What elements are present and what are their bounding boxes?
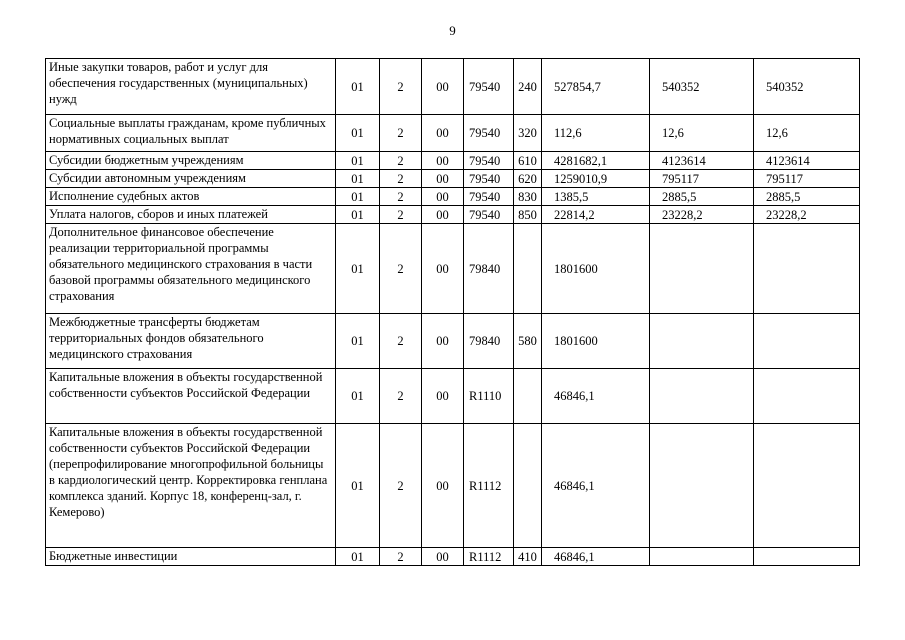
program-code-cell: 2 xyxy=(380,314,422,369)
target-code-cell: 79540 xyxy=(464,59,514,115)
subprogram-code-cell: 00 xyxy=(422,152,464,170)
budget-table xyxy=(45,58,860,566)
amount-2-cell: 23228,2 xyxy=(650,206,754,224)
target-code-cell: 79540 xyxy=(464,206,514,224)
target-code-cell: 79840 xyxy=(464,314,514,369)
expense-name-cell: Субсидии бюджетным учреждениям xyxy=(46,152,336,170)
subprogram-code-cell: 00 xyxy=(422,369,464,424)
target-code-cell: R1110 xyxy=(464,369,514,424)
amount-1-cell: 1801600 xyxy=(542,314,650,369)
target-code-cell: 79840 xyxy=(464,224,514,314)
program-code-cell: 2 xyxy=(380,59,422,115)
target-code-cell: R1112 xyxy=(464,548,514,566)
section-code-cell: 01 xyxy=(336,206,380,224)
expense-name-cell: Капитальные вложения в объекты государственной собственности субъектов Российской Федерации xyxy=(46,369,336,424)
amount-3-cell xyxy=(754,314,860,369)
amount-2-cell xyxy=(650,369,754,424)
amount-1-cell: 1801600 xyxy=(542,224,650,314)
expense-type-cell: 320 xyxy=(514,115,542,152)
subprogram-code-cell: 00 xyxy=(422,115,464,152)
amount-1-cell: 46846,1 xyxy=(542,548,650,566)
amount-1-cell: 112,6 xyxy=(542,115,650,152)
program-code-cell: 2 xyxy=(380,369,422,424)
program-code-cell: 2 xyxy=(380,115,422,152)
expense-name-cell: Капитальные вложения в объекты государственной собственности субъектов Российской Федерации (перепрофилирование многопрофильной больницы в кардиологический центр. Корректировка генплана комплекса зданий. Корпус 18, конференц-зал, г. Кемерово) xyxy=(46,424,336,548)
target-code-cell: 79540 xyxy=(464,152,514,170)
table-row xyxy=(46,224,860,314)
target-code-cell: R1112 xyxy=(464,424,514,548)
table-row xyxy=(46,548,860,566)
table-row xyxy=(46,170,860,188)
program-code-cell: 2 xyxy=(380,170,422,188)
amount-3-cell: 795117 xyxy=(754,170,860,188)
table-row xyxy=(46,188,860,206)
section-code-cell: 01 xyxy=(336,314,380,369)
section-code-cell: 01 xyxy=(336,188,380,206)
amount-3-cell xyxy=(754,424,860,548)
target-code-cell: 79540 xyxy=(464,188,514,206)
section-code-cell: 01 xyxy=(336,424,380,548)
table-row xyxy=(46,424,860,548)
subprogram-code-cell: 00 xyxy=(422,314,464,369)
expense-name-cell: Иные закупки товаров, работ и услуг для обеспечения государственных (муниципальных) нужд xyxy=(46,59,336,115)
expense-type-cell: 240 xyxy=(514,59,542,115)
subprogram-code-cell: 00 xyxy=(422,59,464,115)
expense-name-cell: Межбюджетные трансферты бюджетам территориальных фондов обязательного медицинского страхования xyxy=(46,314,336,369)
amount-3-cell: 12,6 xyxy=(754,115,860,152)
program-code-cell: 2 xyxy=(380,548,422,566)
amount-1-cell: 46846,1 xyxy=(542,369,650,424)
subprogram-code-cell: 00 xyxy=(422,548,464,566)
expense-name-cell: Уплата налогов, сборов и иных платежей xyxy=(46,206,336,224)
program-code-cell: 2 xyxy=(380,424,422,548)
amount-3-cell: 23228,2 xyxy=(754,206,860,224)
program-code-cell: 2 xyxy=(380,224,422,314)
amount-1-cell: 1385,5 xyxy=(542,188,650,206)
amount-3-cell: 540352 xyxy=(754,59,860,115)
page-number: 9 xyxy=(449,23,456,38)
subprogram-code-cell: 00 xyxy=(422,170,464,188)
section-code-cell: 01 xyxy=(336,548,380,566)
amount-3-cell: 4123614 xyxy=(754,152,860,170)
expense-type-cell: 850 xyxy=(514,206,542,224)
amount-3-cell xyxy=(754,224,860,314)
expense-name-cell: Исполнение судебных актов xyxy=(46,188,336,206)
subprogram-code-cell: 00 xyxy=(422,188,464,206)
section-code-cell: 01 xyxy=(336,224,380,314)
target-code-cell: 79540 xyxy=(464,115,514,152)
expense-type-cell xyxy=(514,224,542,314)
subprogram-code-cell: 00 xyxy=(422,206,464,224)
amount-2-cell: 2885,5 xyxy=(650,188,754,206)
table-row xyxy=(46,369,860,424)
amount-1-cell: 4281682,1 xyxy=(542,152,650,170)
expense-type-cell: 580 xyxy=(514,314,542,369)
section-code-cell: 01 xyxy=(336,115,380,152)
amount-2-cell: 540352 xyxy=(650,59,754,115)
amount-3-cell xyxy=(754,369,860,424)
section-code-cell: 01 xyxy=(336,170,380,188)
expense-type-cell xyxy=(514,369,542,424)
expense-type-cell: 620 xyxy=(514,170,542,188)
amount-1-cell: 527854,7 xyxy=(542,59,650,115)
expense-name-cell: Дополнительное финансовое обеспечение реализации территориальной программы обязательного медицинского страхования в части базовой программы обязательного медицинского страхования xyxy=(46,224,336,314)
program-code-cell: 2 xyxy=(380,188,422,206)
amount-1-cell: 46846,1 xyxy=(542,424,650,548)
amount-3-cell: 2885,5 xyxy=(754,188,860,206)
amount-2-cell xyxy=(650,224,754,314)
table-row xyxy=(46,314,860,369)
expense-name-cell: Бюджетные инвестиции xyxy=(46,548,336,566)
section-code-cell: 01 xyxy=(336,369,380,424)
amount-2-cell xyxy=(650,548,754,566)
program-code-cell: 2 xyxy=(380,206,422,224)
amount-3-cell xyxy=(754,548,860,566)
expense-type-cell: 410 xyxy=(514,548,542,566)
subprogram-code-cell: 00 xyxy=(422,224,464,314)
amount-2-cell: 12,6 xyxy=(650,115,754,152)
expense-type-cell: 830 xyxy=(514,188,542,206)
table-row xyxy=(46,115,860,152)
program-code-cell: 2 xyxy=(380,152,422,170)
table-row xyxy=(46,152,860,170)
amount-2-cell xyxy=(650,314,754,369)
subprogram-code-cell: 00 xyxy=(422,424,464,548)
amount-1-cell: 1259010,9 xyxy=(542,170,650,188)
expense-type-cell: 610 xyxy=(514,152,542,170)
amount-2-cell xyxy=(650,424,754,548)
expense-name-cell: Субсидии автономным учреждениям xyxy=(46,170,336,188)
amount-2-cell: 795117 xyxy=(650,170,754,188)
expense-name-cell: Социальные выплаты гражданам, кроме публичных нормативных социальных выплат xyxy=(46,115,336,152)
section-code-cell: 01 xyxy=(336,59,380,115)
section-code-cell: 01 xyxy=(336,152,380,170)
table-row xyxy=(46,59,860,115)
table-row xyxy=(46,206,860,224)
amount-2-cell: 4123614 xyxy=(650,152,754,170)
amount-1-cell: 22814,2 xyxy=(542,206,650,224)
target-code-cell: 79540 xyxy=(464,170,514,188)
expense-type-cell xyxy=(514,424,542,548)
